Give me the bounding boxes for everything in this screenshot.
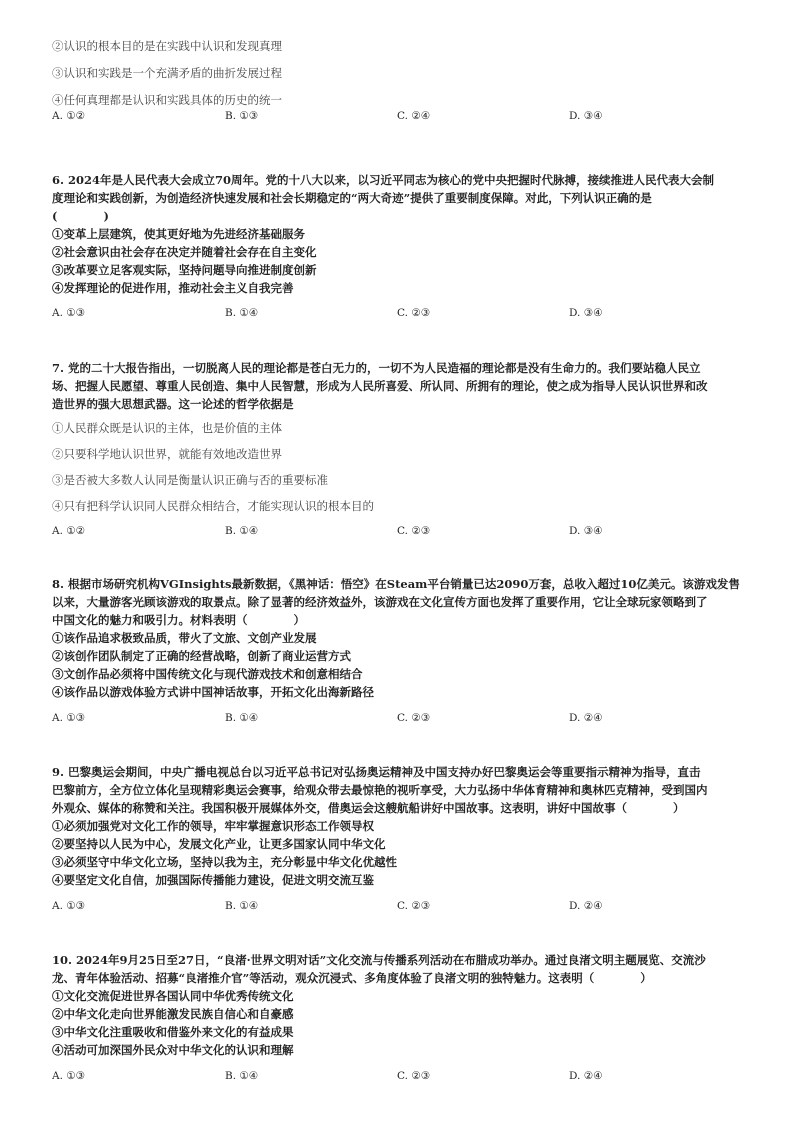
q10-option-b[interactable]: B. ①④	[225, 1070, 259, 1082]
q9-option-a[interactable]: A. ①③	[52, 900, 86, 912]
q7-options	[52, 523, 742, 539]
q5-item-4: ④任何真理都是认识和实践具体的历史的统一	[52, 93, 282, 107]
q9-item-2: ②要坚持以人民为中心，发展文化产业，让更多国家认同中华文化	[52, 837, 386, 851]
q10-item-2: ②中华文化走向世界能激发民族自信心和自豪感	[52, 1007, 294, 1021]
q6-item-4: ④发挥理论的促进作用，推动社会主义自我完善	[52, 281, 294, 295]
q9-option-d[interactable]: D. ②④	[569, 900, 603, 912]
q8-stem-line-2: 以来，大量游客光顾该游戏的取景点。除了显著的经济效益外，该游戏在文化宣传方面也发挥了重要作用，它让全球玩家领略到了	[52, 595, 708, 609]
q6-stem-line-2: 度理论和实践创新，为创造经济快速发展和社会长期稳定的“两大奇迹”提供了重要制度保障。对此，下列认识正确的是	[52, 191, 652, 205]
q10-option-d[interactable]: D. ②④	[569, 1070, 603, 1082]
q9-option-b[interactable]: B. ①④	[225, 900, 259, 912]
q6-stem-line-3: ( )	[52, 209, 109, 223]
q9-item-1: ①必须加强党对文化工作的领导，牢牢掌握意识形态工作领导权	[52, 819, 374, 833]
q7-option-d[interactable]: D. ③④	[569, 525, 603, 537]
q5-item-2: ②认识的根本目的是在实践中认识和发现真理	[52, 39, 282, 53]
q6-item-1: ①变革上层建筑，使其更好地为先进经济基础服务	[52, 227, 305, 241]
q8-item-1: ①该作品追求极致品质，带火了文旅、文创产业发展	[52, 631, 317, 645]
q10-item-4: ④活动可加深国外民众对中华文化的认识和理解	[52, 1043, 294, 1057]
q7-option-b[interactable]: B. ①④	[225, 525, 259, 537]
q10-options	[52, 1068, 742, 1084]
q5-option-a[interactable]: A. ①②	[52, 110, 86, 122]
q10-option-c[interactable]: C. ②③	[397, 1070, 431, 1082]
q7-option-c[interactable]: C. ②③	[397, 525, 431, 537]
q5-option-c[interactable]: C. ②④	[397, 110, 431, 122]
q7-item-2: ②只要科学地认识世界，就能有效地改造世界	[52, 447, 282, 461]
q8-stem-line-1: 8. 根据市场研究机构VGInsights最新数据，《黑神话：悟空》在Steam平台销量已达2090万套，总收入超过10亿美元。该游戏发售	[52, 577, 740, 591]
q7-stem-line-2: 场、把握人民愿望、尊重人民创造、集中人民智慧，形成为人民所喜爱、所认同、所拥有的理论，使之成为指导人民认识世界和改	[52, 379, 708, 393]
q10-stem-line-1: 10. 2024年9月25日至27日，“良渚·世界文明对话”文化交流与传播系列活动在布腊成功举办。通过良渚文明主题展览、交流沙	[52, 953, 706, 967]
q6-option-d[interactable]: D. ③④	[569, 307, 603, 319]
q9-item-4: ④要坚定文化自信，加强国际传播能力建设，促进文明交流互鉴	[52, 873, 374, 887]
q9-option-c[interactable]: C. ②③	[397, 900, 431, 912]
q5-item-3: ③认识和实践是一个充满矛盾的曲折发展过程	[52, 66, 282, 80]
q5-options	[52, 108, 742, 124]
q7-stem-line-1: 7. 党的二十大报告指出，一切脱离人民的理论都是苍白无力的，一切不为人民造福的理论都是没有生命力的。我们要站稳人民立	[52, 361, 701, 375]
q10-item-3: ③中华文化注重吸收和借鉴外来文化的有益成果	[52, 1025, 294, 1039]
q9-stem-line-1: 9. 巴黎奥运会期间，中央广播电视总台以习近平总书记对弘扬奥运精神及中国支持办好巴黎奥运会等重要指示精神为指导，直击	[52, 765, 701, 779]
q8-options	[52, 710, 742, 726]
q9-item-3: ③必须坚守中华文化立场，坚持以我为主，充分彰显中华文化优越性	[52, 855, 397, 869]
q9-stem-line-2: 巴黎前方，全方位立体化呈现精彩奥运会赛事，给观众带去最惊艳的视听享受，大力弘扬中华体育精神和奥林匹克精神，受到国内	[52, 783, 708, 797]
q9-stem-line-3: 外观众、媒体的称赞和关注。我国积极开展媒体外交，借奥运会这艘航船讲好中国故事。这表明，讲好中国故事（ ）	[52, 801, 685, 815]
q7-option-a[interactable]: A. ①②	[52, 525, 86, 537]
q6-option-c[interactable]: C. ②③	[397, 307, 431, 319]
q8-option-d[interactable]: D. ②④	[569, 712, 603, 724]
q8-item-2: ②该创作团队制定了正确的经营战略，创新了商业运营方式	[52, 649, 351, 663]
q6-item-2: ②社会意识由社会存在决定并随着社会存在自主变化	[52, 245, 317, 259]
q7-item-1: ①人民群众既是认识的主体，也是价值的主体	[52, 421, 282, 435]
q6-options	[52, 305, 742, 321]
q6-item-3: ③改革要立足客观实际，坚持问题导向推进制度创新	[52, 263, 317, 277]
q6-option-a[interactable]: A. ①③	[52, 307, 86, 319]
q9-options	[52, 898, 742, 914]
q6-stem-line-1: 6. 2024年是人民代表大会成立70周年。党的十八大以来，以习近平同志为核心的党中央把握时代脉搏，接续推进人民代表大会制	[52, 173, 715, 187]
q8-option-b[interactable]: B. ①④	[225, 712, 259, 724]
q5-option-d[interactable]: D. ③④	[569, 110, 603, 122]
q5-option-b[interactable]: B. ①③	[225, 110, 259, 122]
q8-item-3: ③文创作品必须将中国传统文化与现代游戏技术和创意相结合	[52, 667, 363, 681]
q8-stem-line-3: 中国文化的魅力和吸引力。材料表明（ ）	[52, 613, 305, 627]
q10-option-a[interactable]: A. ①③	[52, 1070, 86, 1082]
q8-item-4: ④该作品以游戏体验方式讲中国神话故事，开拓文化出海新路径	[52, 685, 374, 699]
q8-option-c[interactable]: C. ②③	[397, 712, 431, 724]
q10-item-1: ①文化交流促进世界各国认同中华优秀传统文化	[52, 989, 294, 1003]
q8-option-a[interactable]: A. ①③	[52, 712, 86, 724]
q6-option-b[interactable]: B. ①④	[225, 307, 259, 319]
q7-item-3: ③是否被大多数人认同是衡量认识正确与否的重要标准	[52, 473, 328, 487]
q7-stem-line-3: 造世界的强大思想武器。这一论述的哲学依据是	[52, 397, 294, 411]
q7-item-4: ④只有把科学认识同人民群众相结合，才能实现认识的根本目的	[52, 499, 374, 513]
q10-stem-line-2: 龙、青年体验活动、招募“良渚推介官”等活动，观众沉浸式、多角度体验了良渚文明的独特魅力。这表明（ ）	[52, 971, 652, 985]
